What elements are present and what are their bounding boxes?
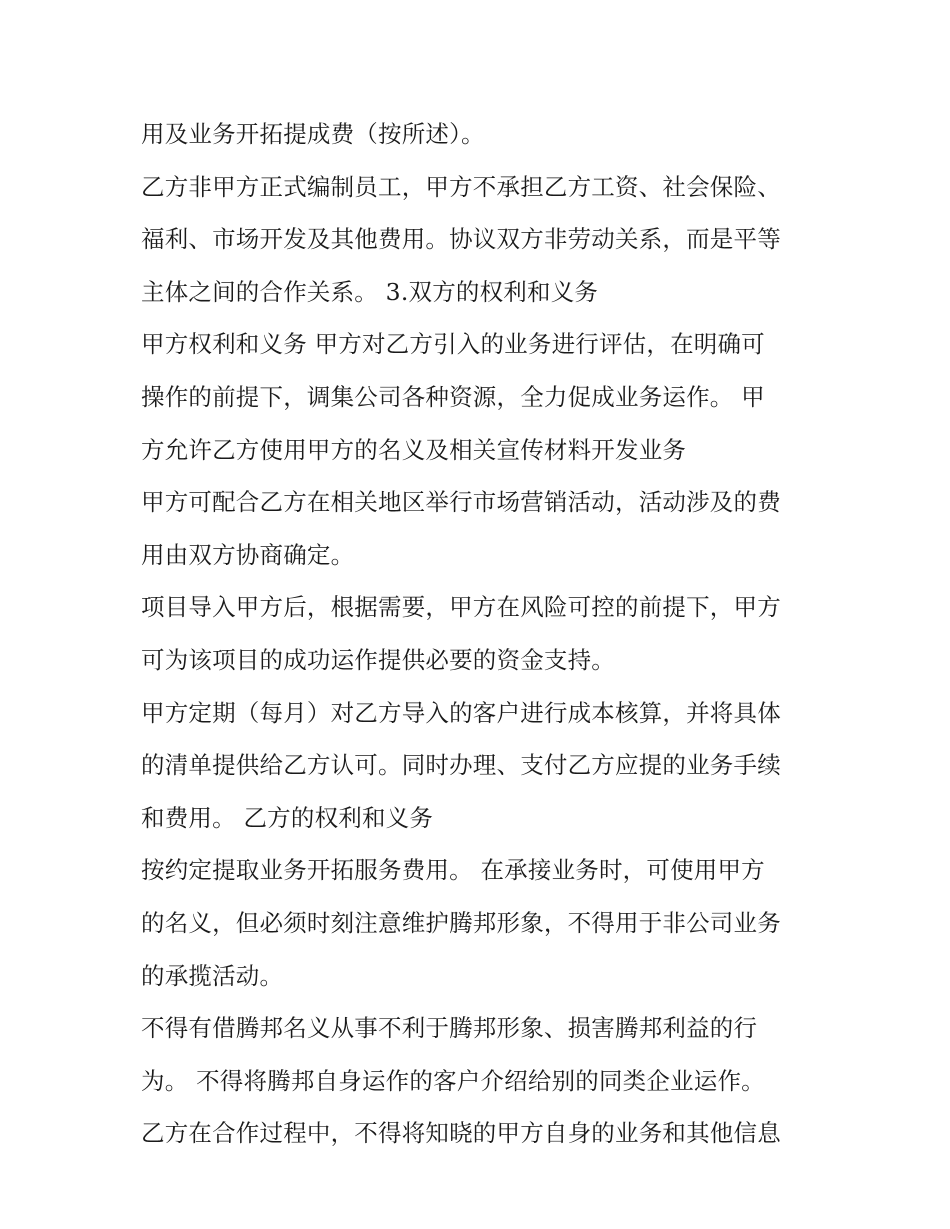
- text-line: 可为该项目的成功运作提供必要的资金支持。: [141, 645, 615, 674]
- text-line: 和费用。 乙方的权利和义务: [141, 803, 434, 832]
- text-line: 的清单提供给乙方认可。同时办理、支付乙方应提的业务手续: [141, 751, 781, 780]
- text-line: 用由双方协商确定。: [141, 540, 355, 569]
- text-line: 甲方定期（每月）对乙方导入的客户进行成本核算，并将具体: [141, 698, 781, 727]
- text-line: 的名义，但必须时刻注意维护腾邦形象，不得用于非公司业务: [141, 908, 781, 937]
- text-line: 操作的前提下，调集公司各种资源，全力促成业务运作。 甲: [141, 382, 765, 411]
- text-line: 福利、市场开发及其他费用。协议双方非劳动关系，而是平等: [141, 225, 781, 254]
- text-line: 方允许乙方使用甲方的名义及相关宣传材料开发业务: [141, 435, 687, 464]
- text-line: 甲方可配合乙方在相关地区举行市场营销活动，活动涉及的费: [141, 488, 781, 517]
- text-line: 甲方权利和义务 甲方对乙方引入的业务进行评估，在明确可: [141, 330, 765, 359]
- document-body: [141, 108, 831, 1160]
- text-line: 不得有借腾邦名义从事不利于腾邦形象、损害腾邦利益的行: [141, 1014, 758, 1043]
- text-line: 乙方在合作过程中，不得将知晓的甲方自身的业务和其他信息: [141, 1119, 781, 1148]
- text-line: 项目导入甲方后，根据需要，甲方在风险可控的前提下，甲方: [141, 593, 781, 622]
- text-line: 的承揽活动。: [141, 961, 284, 990]
- text-line: 主体之间的合作关系。 3.双方的权利和义务: [141, 277, 599, 306]
- text-line: 乙方非甲方正式编制员工，甲方不承担乙方工资、社会保险、: [141, 172, 781, 201]
- text-line: 用及业务开拓提成费（按所述）。: [141, 120, 485, 148]
- text-line: 按约定提取业务开拓服务费用。 在承接业务时，可使用甲方: [141, 856, 765, 885]
- text-line: 为。 不得将腾邦自身运作的客户介绍给别的同类企业运作。: [141, 1066, 765, 1095]
